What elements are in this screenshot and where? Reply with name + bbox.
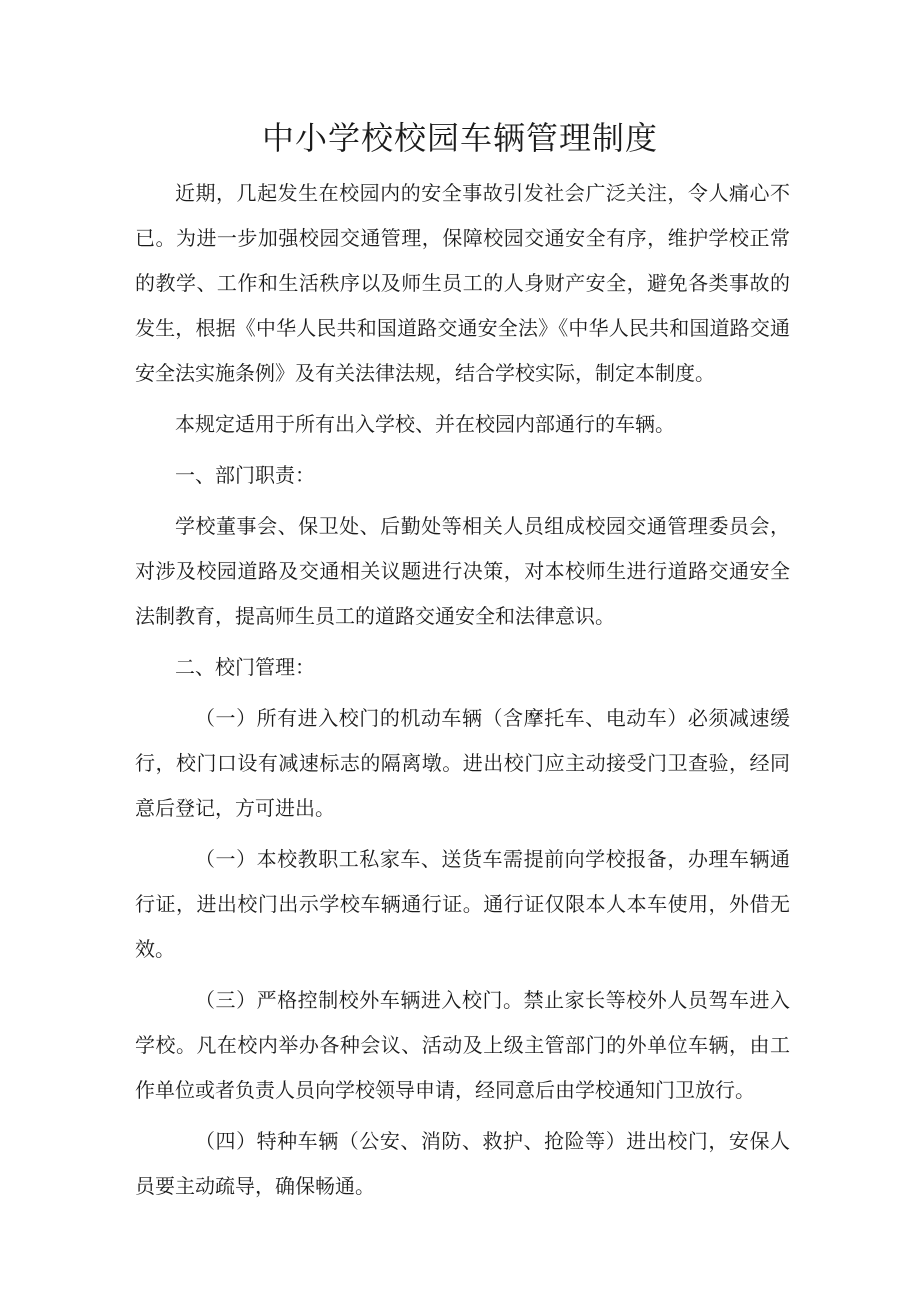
section-heading-duties: 一、部门职责： [175, 463, 315, 487]
document-body [135, 171, 790, 1215]
gate-rule-1: （一）所有进入校门的机动车辆（含摩托车、电动车）必须减速缓行，校门口设有减速标志的隔离墩。进出校门应主动接受门卫查验，经同意后登记，方可进出。 [135, 706, 790, 820]
section-heading-gate: 二、校门管理： [175, 655, 315, 679]
duties-paragraph: 学校董事会、保卫处、后勤处等相关人员组成校园交通管理委员会，对涉及校园道路及交通相关议题进行决策，对本校师生进行道路交通安全法制教育，提高师生员工的道路交通安全和法律意识。 [135, 514, 790, 628]
gate-rule-3: （三）严格控制校外车辆进入校门。禁止家长等校外人员驾车进入学校。凡在校内举办各种会议、活动及上级主管部门的外单位车辆，由工作单位或者负责人员向学校领导申请，经同意后由学校通知门卫放行。 [135, 988, 790, 1102]
gate-rule-2: （一）本校教职工私家车、送货车需提前向学校报备，办理车辆通行证，进出校门出示学校车辆通行证。通行证仅限本人本车使用，外借无效。 [135, 847, 790, 961]
intro-paragraph: 近期，几起发生在校园内的安全事故引发社会广泛关注，令人痛心不已。为进一步加强校园交通管理，保障校园交通安全有序，维护学校正常的教学、工作和生活秩序以及师生员工的人身财产安全，避免各类事故的发生，根据《中华人民共和国道路交通安全法》《中华人民共和国道路交通安全法实施条例》及有关法律法规，结合学校实际，制定本制度。 [135, 181, 790, 385]
gate-rule-4: （四）特种车辆（公安、消防、救护、抢险等）进出校门，安保人员要主动疏导，确保畅通。 [135, 1129, 790, 1198]
document-title: 中小学校校园车辆管理制度 [261, 119, 658, 157]
scope-paragraph: 本规定适用于所有出入学校、并在校园内部通行的车辆。 [175, 412, 675, 436]
